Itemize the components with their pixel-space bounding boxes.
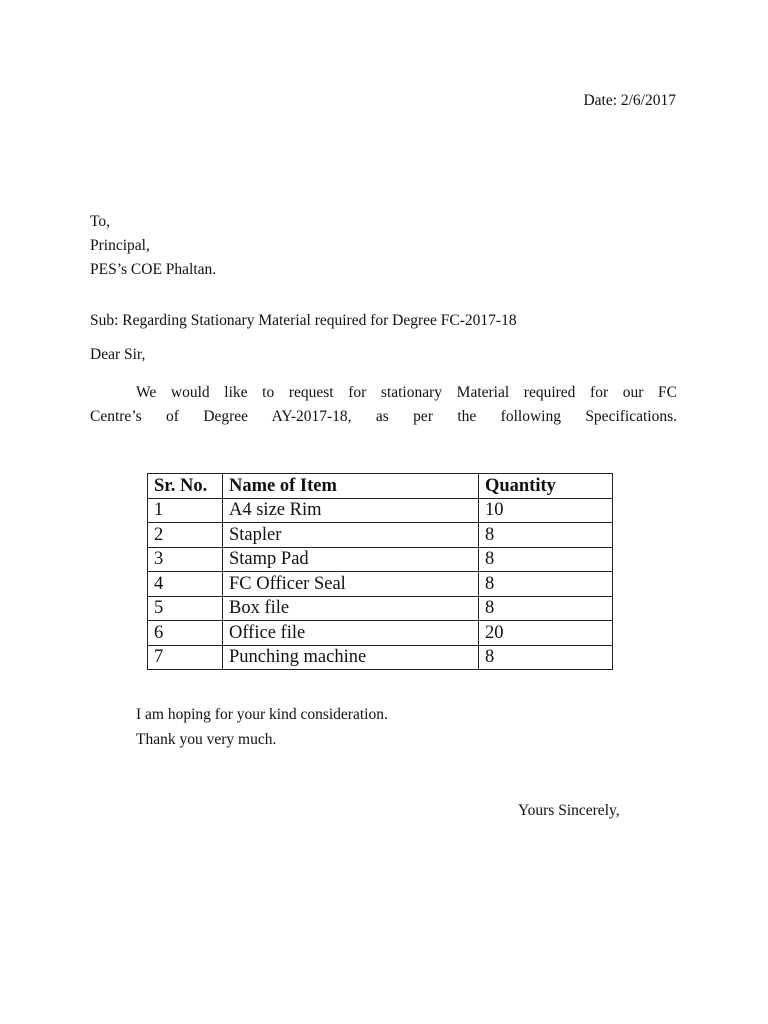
table-row	[148, 645, 613, 670]
letter-date: Date: 2/6/2017	[583, 92, 676, 109]
table-row	[148, 621, 613, 646]
cell-item-name: A4 size Rim	[223, 498, 479, 523]
cell-quantity: 8	[479, 596, 613, 621]
table-header-row	[148, 474, 613, 499]
cell-sr-no: 7	[148, 645, 223, 670]
table-row	[148, 523, 613, 548]
body-paragraph-line-2: Centre’s of Degree AY-2017-18, as per the following Specifications.	[90, 408, 677, 425]
table-row	[148, 498, 613, 523]
cell-sr-no: 6	[148, 621, 223, 646]
cell-quantity: 20	[479, 621, 613, 646]
recipient-organization: PES’s COE Phaltan.	[90, 261, 217, 278]
table-row	[148, 596, 613, 621]
body-paragraph-line-1: We would like to request for stationary Material required for our FC	[136, 384, 677, 401]
salutation: Dear Sir,	[90, 346, 146, 363]
cell-quantity: 8	[479, 547, 613, 572]
recipient-title: Principal,	[90, 237, 150, 254]
cell-item-name: FC Officer Seal	[223, 572, 479, 597]
cell-item-name: Stapler	[223, 523, 479, 548]
items-table	[147, 473, 613, 670]
cell-quantity: 8	[479, 645, 613, 670]
cell-item-name: Stamp Pad	[223, 547, 479, 572]
cell-quantity: 8	[479, 523, 613, 548]
table-row	[148, 572, 613, 597]
cell-quantity: 10	[479, 498, 613, 523]
header-item-name: Name of Item	[223, 474, 479, 499]
cell-item-name: Office file	[223, 621, 479, 646]
closing-line-1: I am hoping for your kind consideration.	[136, 706, 388, 723]
cell-sr-no: 4	[148, 572, 223, 597]
cell-item-name: Box file	[223, 596, 479, 621]
cell-sr-no: 5	[148, 596, 223, 621]
address-to: To,	[90, 213, 111, 230]
cell-quantity: 8	[479, 572, 613, 597]
letter-subject: Sub: Regarding Stationary Material required for Degree FC-2017-18	[90, 312, 517, 329]
table-row	[148, 547, 613, 572]
signoff: Yours Sincerely,	[518, 802, 620, 819]
cell-sr-no: 2	[148, 523, 223, 548]
cell-sr-no: 1	[148, 498, 223, 523]
cell-sr-no: 3	[148, 547, 223, 572]
header-sr-no: Sr. No.	[148, 474, 223, 499]
closing-line-2: Thank you very much.	[136, 731, 277, 748]
cell-item-name: Punching machine	[223, 645, 479, 670]
header-quantity: Quantity	[479, 474, 613, 499]
